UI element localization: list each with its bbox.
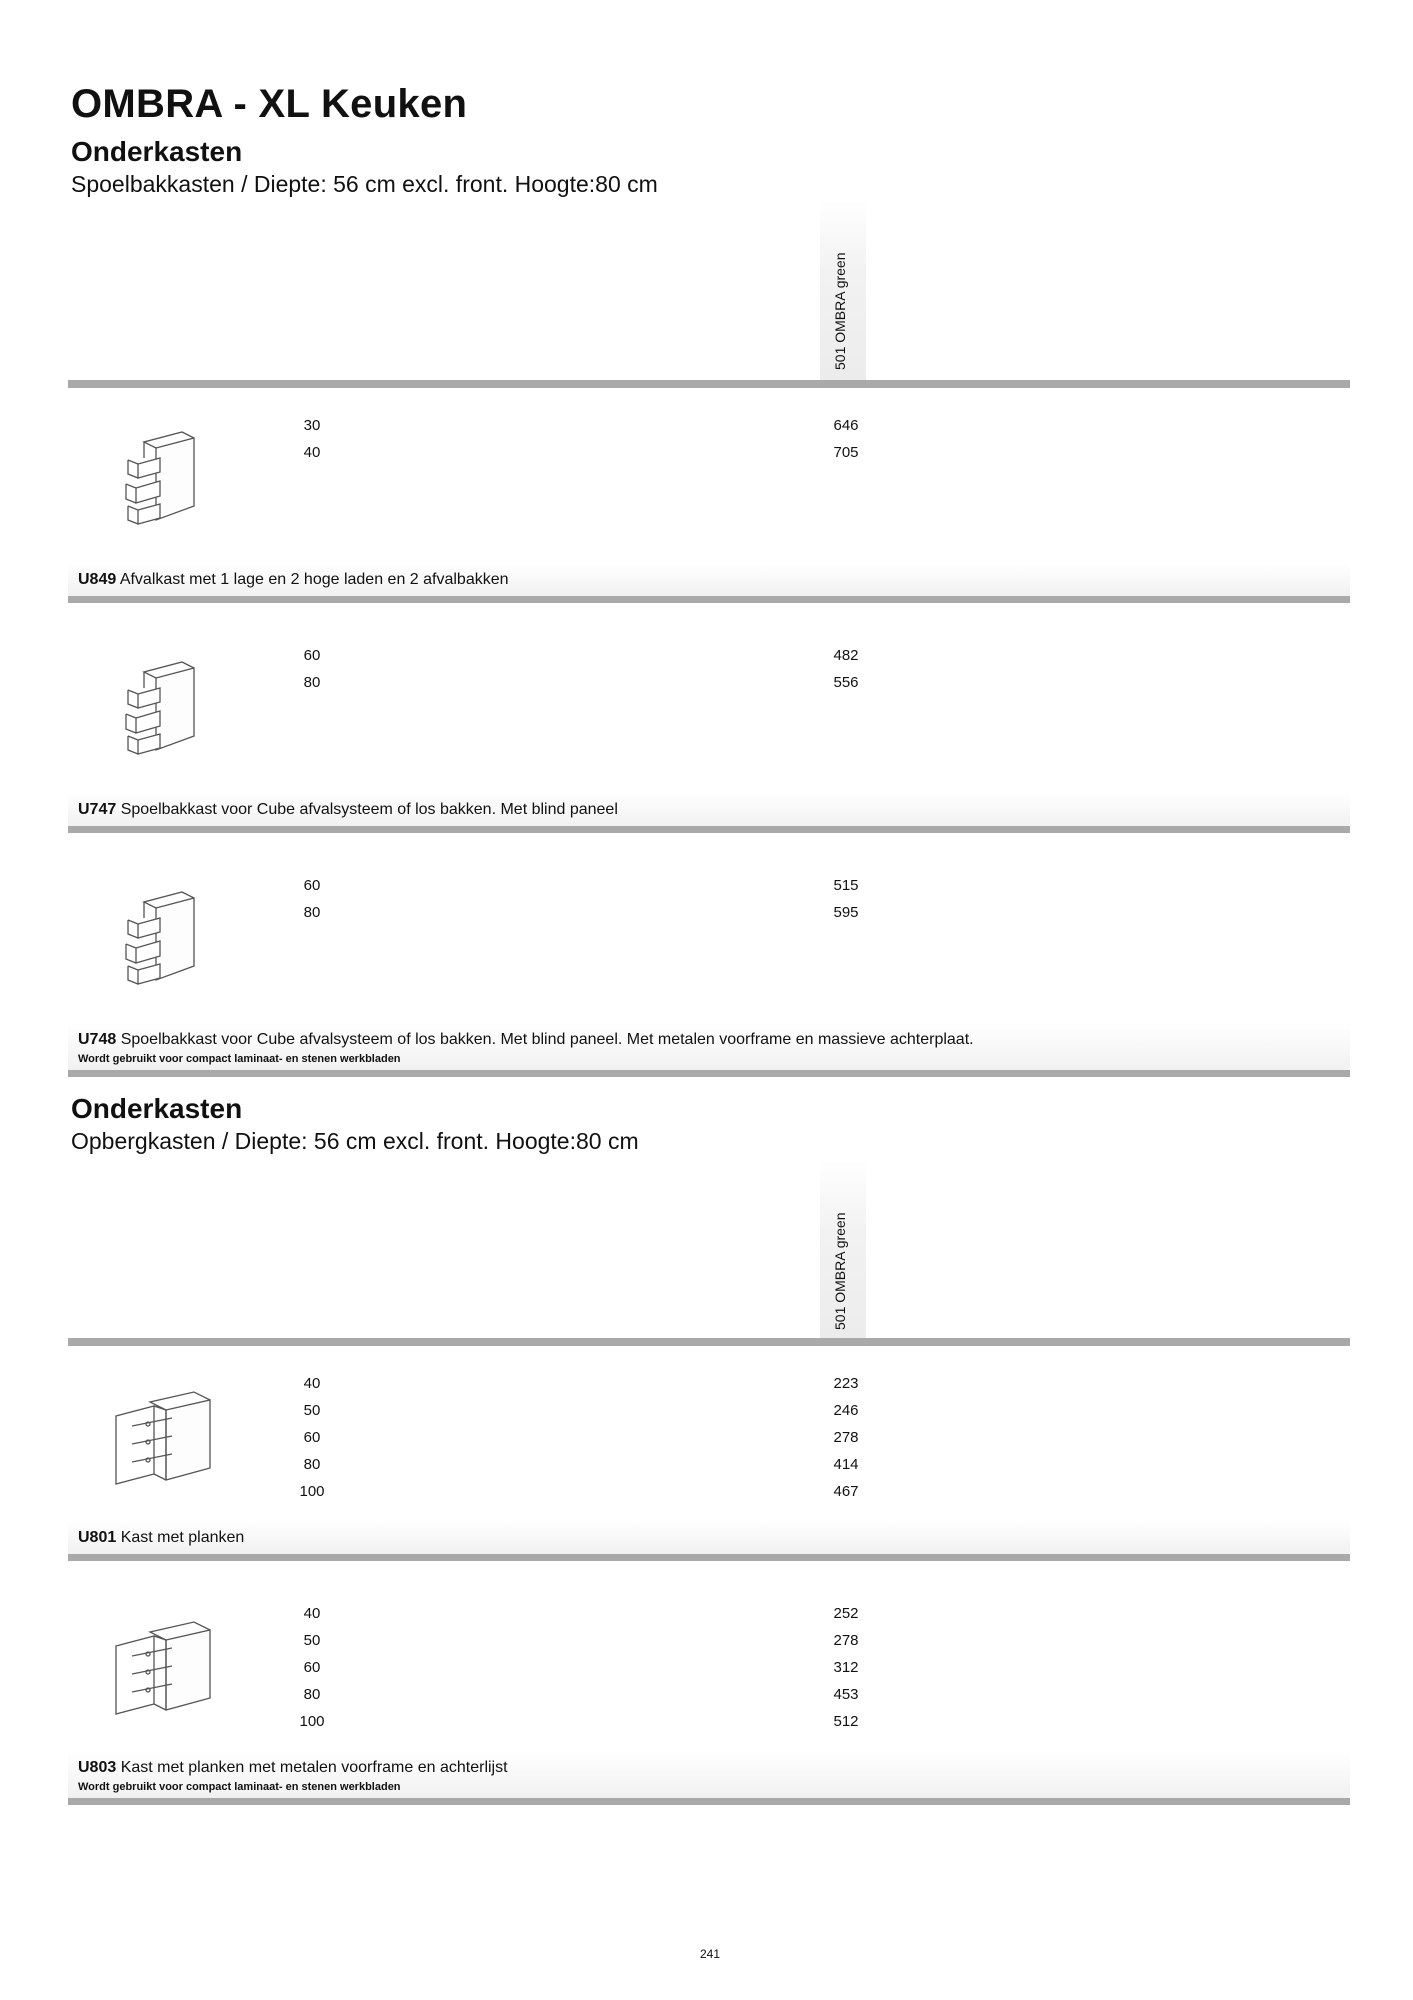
price-value: 414 [833, 1456, 859, 1473]
page-number: 241 [699, 1947, 721, 1961]
section1-column-label: 501 OMBRA green [832, 252, 848, 370]
product-description: Kast met planken met metalen voorframe en achterlijst [120, 1759, 508, 1776]
size-value: 50 [303, 1632, 321, 1649]
price-value: 556 [833, 674, 859, 691]
product-code: U801 [78, 1529, 117, 1546]
section1-column-header [820, 200, 866, 380]
section2-subheading: Opbergkasten / Diepte: 56 cm excl. front. Hoogte:80 cm [71, 1128, 639, 1154]
size-value: 50 [303, 1402, 321, 1419]
product-image-u801 [106, 1388, 216, 1498]
prices-list [826, 1600, 866, 1735]
product-code: U849 [78, 571, 117, 588]
row-divider [68, 1798, 1350, 1805]
size-value: 100 [299, 1483, 325, 1500]
size-value: 60 [303, 647, 321, 664]
section1-subheading: Spoelbakkasten / Diepte: 56 cm excl. front. Hoogte:80 cm [71, 171, 658, 197]
product-description-row [68, 1521, 1350, 1554]
product-image-u849 [116, 428, 226, 538]
product-code: U748 [78, 1031, 117, 1048]
header-divider [68, 380, 1350, 388]
product-description: Spoelbakkast voor Cube afvalsysteem of los bakken. Met blind paneel. Met metalen voorframe en massieve achterplaat. [120, 1031, 974, 1048]
sizes-list [292, 1600, 332, 1735]
section2-column-header [820, 1160, 866, 1340]
product-code: U747 [78, 801, 117, 818]
product-description-row [68, 1023, 1350, 1070]
price-value: 646 [833, 417, 859, 434]
price-value: 482 [833, 647, 859, 664]
cabinet-drawers-icon [116, 658, 226, 768]
section2-column-label: 501 OMBRA green [832, 1212, 848, 1330]
section1-heading: Onderkasten [71, 136, 243, 167]
price-value: 278 [833, 1632, 859, 1649]
price-value: 705 [833, 444, 859, 461]
size-value: 80 [303, 1686, 321, 1703]
sizes-list [292, 412, 332, 466]
price-value: 512 [833, 1713, 859, 1730]
product-description-row [68, 1751, 1350, 1798]
row-divider [68, 826, 1350, 833]
cabinet-shelves-icon [106, 1388, 216, 1498]
price-value: 453 [833, 1686, 859, 1703]
price-value: 595 [833, 904, 859, 921]
page-title: OMBRA - XL Keuken [71, 82, 468, 126]
product-description: Spoelbakkast voor Cube afvalsysteem of los bakken. Met blind paneel [120, 801, 618, 818]
row-divider [68, 1070, 1350, 1077]
product-image-u748 [116, 888, 226, 998]
product-description: Afvalkast met 1 lage en 2 hoge laden en 2 afvalbakken [119, 571, 509, 588]
price-value: 312 [833, 1659, 859, 1676]
cabinet-drawers-icon [116, 888, 226, 998]
size-value: 60 [303, 1659, 321, 1676]
product-note: Wordt gebruikt voor compact laminaat- en stenen werkbladen [78, 1781, 401, 1793]
size-value: 80 [303, 674, 321, 691]
product-image-u803 [106, 1618, 216, 1728]
sizes-list [292, 642, 332, 696]
sizes-list [292, 872, 332, 926]
price-value: 252 [833, 1605, 859, 1622]
product-description: Kast met planken [120, 1529, 245, 1546]
size-value: 40 [303, 1605, 321, 1622]
product-image-u747 [116, 658, 226, 768]
price-value: 246 [833, 1402, 859, 1419]
row-divider [68, 596, 1350, 603]
sizes-list [292, 1370, 332, 1505]
price-value: 467 [833, 1483, 859, 1500]
price-value: 223 [833, 1375, 859, 1392]
size-value: 100 [299, 1713, 325, 1730]
price-value: 278 [833, 1429, 859, 1446]
price-value: 515 [833, 877, 859, 894]
size-value: 40 [303, 1375, 321, 1392]
product-description-row [68, 563, 1350, 596]
size-value: 80 [303, 904, 321, 921]
product-note: Wordt gebruikt voor compact laminaat- en stenen werkbladen [78, 1053, 401, 1065]
size-value: 40 [303, 444, 321, 461]
prices-list [826, 872, 866, 926]
header-divider [68, 1338, 1350, 1346]
row-divider [68, 1554, 1350, 1561]
product-description-row [68, 793, 1350, 826]
prices-list [826, 412, 866, 466]
section2-heading: Onderkasten [71, 1093, 243, 1124]
prices-list [826, 1370, 866, 1505]
cabinet-drawers-icon [116, 428, 226, 538]
size-value: 60 [303, 1429, 321, 1446]
size-value: 30 [303, 417, 321, 434]
size-value: 80 [303, 1456, 321, 1473]
product-code: U803 [78, 1759, 117, 1776]
size-value: 60 [303, 877, 321, 894]
cabinet-shelves-icon [106, 1618, 216, 1728]
prices-list [826, 642, 866, 696]
